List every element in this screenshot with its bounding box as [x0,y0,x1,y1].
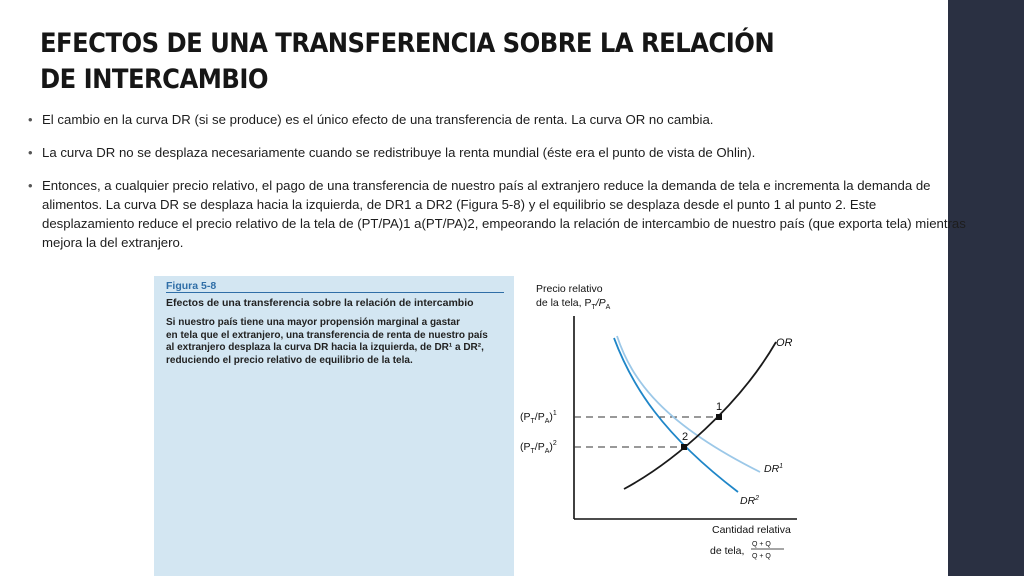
bullet-text: La curva DR no se desplaza necesariamente cuando se redistribuye la renta mundial (éste era el punto de vista de Ohlin). [42,145,756,160]
bullet-item [26,110,966,129]
caption-line: Si nuestro país tiene una mayor propensión marginal a gastar [166,317,460,328]
figure-caption-panel [154,276,514,576]
y-axis-label-line2: de la tela, $P_T/P_A$ [536,297,611,311]
bullet-dot-icon: • [28,178,33,193]
bullet-item [26,143,966,162]
figure-divider [166,292,504,293]
dr1-curve-label: $DR^1$ [764,463,784,475]
dr2-curve-label: $DR^2$ [740,495,760,507]
slide-title-line1: EFECTOS DE UNA TRANSFERENCIA SOBRE LA RELACIÓN [40,28,775,59]
x-axis-fraction-numerator: Q + Q [752,541,771,548]
figure-number: Figura 5-8 [166,280,217,292]
transfer-diagram [514,276,802,576]
bullet-item [26,176,966,252]
figure-title: Efectos de una transferencia sobre la relación de intercambio [166,297,474,309]
price2-label: $(P_T/P_A)^2$ [520,440,557,455]
equilibrium-point-2 [681,444,687,450]
equilibrium-point-1 [716,414,722,420]
x-axis-label-line2: de tela, [710,545,745,557]
slide-title-line2: DE INTERCAMBIO [40,64,268,95]
figure-5-8 [154,276,802,576]
accent-bar [948,0,1024,576]
or-curve [624,342,776,489]
caption-line: en tela que el extranjero, una transferencia de renta de nuestro país [166,329,488,341]
caption-line: reduciendo el precio relativo de equilibrio de la tela. [166,354,413,366]
x-axis-fraction-denominator: Q + Q [752,553,771,560]
caption-line: al extranjero desplaza la curva DR hacia la izquierda, de DR¹ a DR², [166,342,484,353]
point1-label: 1 [716,401,723,413]
bullet-text: Entonces, a cualquier precio relativo, el pago de una transferencia de nuestro país al extranjero reduce la demanda de tela e incrementa la demanda de alimentos. La curva DR se desplaza hacia la izquierda, de DR1 a DR2 (Figura 5-8) y el equilibrio se desplaza desde el punto 1 al punto 2. Este desplazamiento reduce el precio relativo de la tela de (PT/PA)1 a(PT/PA)2, empeorando la relación de intercambio de nuestro país (que exporta tela) mientras mejora la del extranjero. [42,178,966,250]
bullet-dot-icon: • [28,145,33,160]
y-axis-label-line1: Precio relativo [536,283,603,295]
graph-panel [514,276,802,576]
slide-title [40,26,832,98]
or-curve-label: OR [776,337,793,349]
dr1-curve [617,336,760,472]
price1-label: $(P_T/P_A)^1$ [520,410,557,425]
bullet-text: El cambio en la curva DR (si se produce) es el único efecto de una transferencia de renta. La curva OR no cambia. [42,112,714,127]
figure-caption [166,317,506,367]
bullet-dot-icon: • [28,112,33,127]
bullet-list [26,110,966,252]
point2-label: 2 [682,431,689,443]
x-axis-label-line1: Cantidad relativa [712,524,791,536]
